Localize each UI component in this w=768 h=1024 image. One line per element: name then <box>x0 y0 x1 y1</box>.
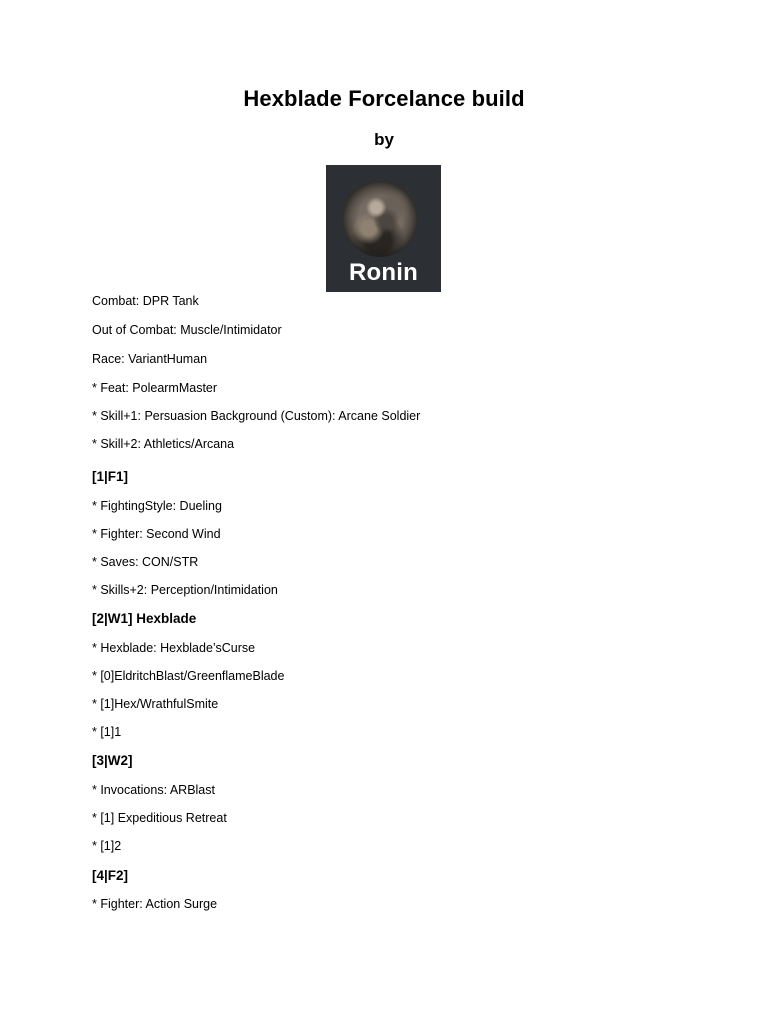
level-4-item: * Fighter: Action Surge <box>92 897 218 911</box>
race: Race: VariantHuman <box>92 352 208 366</box>
author-name: Ronin <box>349 259 418 286</box>
level-3-heading: [3|W2] <box>92 753 133 768</box>
level-2-item: * Hexblade: Hexblade’sCurse <box>92 641 256 655</box>
byline: by <box>374 130 394 149</box>
author-avatar <box>342 181 418 257</box>
author-badge-image <box>326 165 441 292</box>
level-3-item: * Invocations: ARBlast <box>92 783 215 797</box>
level-2-item: * [1]1 <box>92 725 122 739</box>
level-1-heading: [1|F1] <box>92 469 129 484</box>
level-1-item: * Fighter: Second Wind <box>92 527 221 541</box>
level-2-item: * [0]EldritchBlast/GreenflameBlade <box>92 669 285 683</box>
out-of-combat-role: Out of Combat: Muscle/Intimidator <box>92 323 282 337</box>
skill-plus-two: * Skill+2: Athletics/Arcana <box>92 437 235 451</box>
skill-plus-one: * Skill+1: Persuasion Background (Custom): Arcane Soldier <box>92 409 421 423</box>
level-2-item: * [1]Hex/WrathfulSmite <box>92 697 219 711</box>
page-title: Hexblade Forcelance build <box>243 86 525 111</box>
level-4-heading: [4|F2] <box>92 868 129 883</box>
level-1-item: * Skills+2: Perception/Intimidation <box>92 583 278 597</box>
feat: * Feat: PolearmMaster <box>92 381 218 395</box>
level-2-heading: [2|W1] Hexblade <box>92 611 197 626</box>
combat-role: Combat: DPR Tank <box>92 294 199 308</box>
level-3-item: * [1]2 <box>92 839 122 853</box>
level-1-item: * Saves: CON/STR <box>92 555 199 569</box>
level-1-item: * FightingStyle: Dueling <box>92 499 222 513</box>
level-3-item: * [1] Expeditious Retreat <box>92 811 227 825</box>
